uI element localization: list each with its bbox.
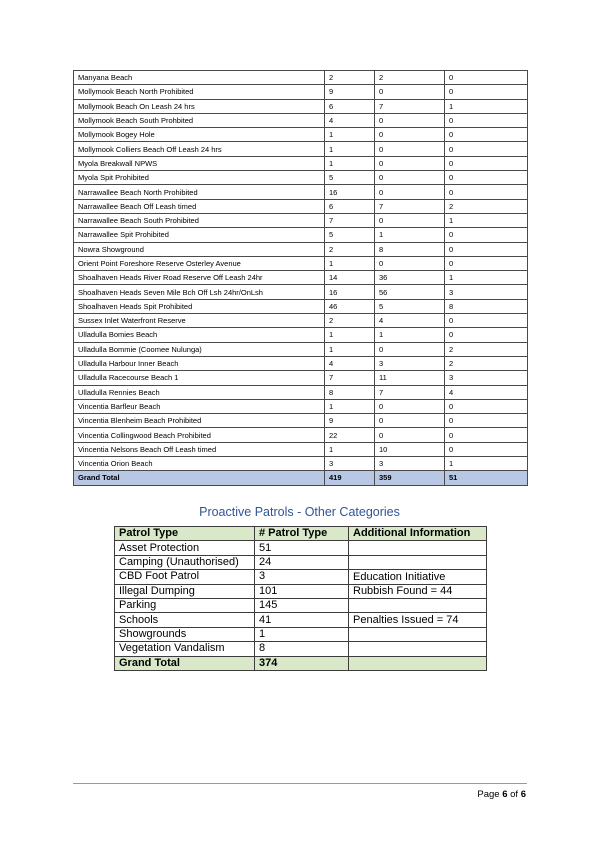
table-cell: 1 [445, 457, 528, 471]
table-cell: 7 [375, 199, 445, 213]
total-cell [349, 656, 487, 670]
table-cell: Ulladulla Bomies Beach [74, 328, 325, 342]
table-cell: 1 [375, 228, 445, 242]
table-cell: 0 [375, 128, 445, 142]
table-cell: 0 [375, 256, 445, 270]
table-cell: 1 [445, 213, 528, 227]
table-cell: Vincentia Nelsons Beach Off Leash timed [74, 442, 325, 456]
table-cell: 8 [325, 385, 375, 399]
table-cell: Vegetation Vandalism [115, 642, 255, 656]
table-cell: 1 [325, 256, 375, 270]
table-row [74, 199, 528, 213]
table-cell: 10 [375, 442, 445, 456]
grand-total-row [115, 656, 487, 670]
table-cell: 8 [255, 642, 349, 656]
table-header-row [115, 527, 487, 541]
table-cell: 5 [325, 171, 375, 185]
table-cell: 7 [325, 213, 375, 227]
table-row [74, 228, 528, 242]
table-row [74, 156, 528, 170]
table-row [115, 627, 487, 641]
table-cell: 1 [325, 442, 375, 456]
table-row [74, 328, 528, 342]
table-cell: CBD Foot Patrol [115, 570, 255, 584]
table-row [74, 457, 528, 471]
table-row [74, 171, 528, 185]
table-cell: 0 [445, 185, 528, 199]
table-cell: 4 [325, 356, 375, 370]
table-row [115, 541, 487, 555]
table-cell: 0 [445, 428, 528, 442]
table-cell: Narrawallee Beach South Prohibited [74, 213, 325, 227]
table-cell: 0 [445, 71, 528, 85]
table-cell: Ulladulla Racecourse Beach 1 [74, 371, 325, 385]
table-row [74, 299, 528, 313]
table-cell: 2 [445, 342, 528, 356]
page-label: Page [477, 789, 500, 800]
table-row [74, 285, 528, 299]
table-cell: 7 [375, 385, 445, 399]
table-cell: Ulladulla Harbour Inner Beach [74, 356, 325, 370]
table-row [74, 99, 528, 113]
table-cell: 2 [325, 71, 375, 85]
table-cell: 0 [445, 228, 528, 242]
grand-total-row [74, 471, 528, 485]
table-row [115, 555, 487, 569]
column-header: Patrol Type [115, 527, 255, 541]
table-cell: Narrawallee Beach Off Leash timed [74, 199, 325, 213]
table-cell: 2 [445, 356, 528, 370]
total-cell: 419 [325, 471, 375, 485]
patrol-types-table [114, 526, 487, 671]
table-cell: 22 [325, 428, 375, 442]
table-cell: 7 [325, 371, 375, 385]
table-cell: 0 [445, 328, 528, 342]
table-cell: 2 [325, 242, 375, 256]
table-cell [349, 627, 487, 641]
table-cell: Sussex Inlet Waterfront Reserve [74, 314, 325, 328]
table-cell: Mollymook Bogey Hole [74, 128, 325, 142]
table-cell: Myola Spit Prohibited [74, 171, 325, 185]
footer-divider [73, 783, 527, 784]
table-row [115, 613, 487, 627]
total-cell: Grand Total [115, 656, 255, 670]
table-cell: 1 [325, 328, 375, 342]
table-cell: 4 [375, 314, 445, 328]
table-row [74, 371, 528, 385]
table-cell: 8 [445, 299, 528, 313]
table-row [74, 399, 528, 413]
table-cell: 0 [375, 171, 445, 185]
total-cell: 374 [255, 656, 349, 670]
table-cell: Mollymook Beach North Prohibited [74, 85, 325, 99]
table-cell: Illegal Dumping [115, 584, 255, 598]
table-cell: 6 [325, 199, 375, 213]
table-cell: Camping (Unauthorised) [115, 555, 255, 569]
table-cell: Mollymook Beach On Leash 24 hrs [74, 99, 325, 113]
table-cell: Education Initiative [349, 570, 487, 584]
table-cell [349, 642, 487, 656]
table-cell: 145 [255, 598, 349, 612]
table-cell: Vincentia Blenheim Beach Prohibited [74, 414, 325, 428]
table-cell: 3 [255, 570, 349, 584]
table-cell: 0 [375, 342, 445, 356]
table-cell: 1 [445, 271, 528, 285]
table-cell: 0 [375, 213, 445, 227]
table-row [74, 271, 528, 285]
table-row [74, 342, 528, 356]
table-cell: Ulladulla Bommie (Coomee Nulunga) [74, 342, 325, 356]
table-cell: 0 [445, 156, 528, 170]
table-cell: 1 [255, 627, 349, 641]
table-cell: 1 [325, 142, 375, 156]
table-cell: 24 [255, 555, 349, 569]
table-row [115, 584, 487, 598]
table-cell: 16 [325, 285, 375, 299]
table-row [74, 428, 528, 442]
table-row [74, 71, 528, 85]
table-cell: 16 [325, 185, 375, 199]
table-row [74, 256, 528, 270]
table-cell: 0 [445, 128, 528, 142]
table-cell: 5 [325, 228, 375, 242]
table-cell: 4 [325, 113, 375, 127]
table-cell: Mollymook Colliers Beach Off Leash 24 hrs [74, 142, 325, 156]
table-cell: 0 [445, 314, 528, 328]
table-cell: 0 [445, 414, 528, 428]
table-cell: Penalties Issued = 74 [349, 613, 487, 627]
table-cell: Nowra Showground [74, 242, 325, 256]
table-cell: Shoalhaven Heads River Road Reserve Off Leash 24hr [74, 271, 325, 285]
table-cell: 1 [325, 399, 375, 413]
table-cell: Ulladulla Rennies Beach [74, 385, 325, 399]
table-cell: Narrawallee Spit Prohibited [74, 228, 325, 242]
table-cell: 101 [255, 584, 349, 598]
table-cell: 2 [375, 71, 445, 85]
table-cell: 3 [445, 285, 528, 299]
patrol-table-body [115, 527, 487, 671]
table-cell [349, 555, 487, 569]
table-cell: Narrawallee Beach North Prohibited [74, 185, 325, 199]
table-cell: 9 [325, 85, 375, 99]
table-cell: 3 [325, 457, 375, 471]
table-row [74, 85, 528, 99]
total-cell: Grand Total [74, 471, 325, 485]
table-cell: 36 [375, 271, 445, 285]
table-row [74, 113, 528, 127]
table-cell: 4 [445, 385, 528, 399]
table-cell: 0 [375, 399, 445, 413]
table-cell: 0 [375, 428, 445, 442]
page-number [477, 789, 526, 800]
page-total: 6 [520, 789, 526, 800]
table-cell: Orient Point Foreshore Reserve Osterley Avenue [74, 256, 325, 270]
table-row [74, 213, 528, 227]
table-cell: Mollymook Beach South Prohbited [74, 113, 325, 127]
table-cell: 1 [445, 99, 528, 113]
beach-table-body [74, 71, 528, 486]
table-cell: 3 [375, 356, 445, 370]
table-row [115, 598, 487, 612]
column-header: # Patrol Type [255, 527, 349, 541]
page-of: of [510, 789, 519, 800]
table-row [74, 242, 528, 256]
table-row [74, 185, 528, 199]
table-cell: 0 [445, 242, 528, 256]
table-cell: 0 [375, 185, 445, 199]
table-cell: 7 [375, 99, 445, 113]
table-cell: 11 [375, 371, 445, 385]
table-cell: 0 [445, 113, 528, 127]
table-row [74, 442, 528, 456]
table-row [74, 128, 528, 142]
table-cell: Rubbish Found = 44 [349, 584, 487, 598]
section-title: Proactive Patrols - Other Categories [199, 505, 400, 519]
table-cell: 41 [255, 613, 349, 627]
table-cell: Shoalhaven Heads Spit Prohibited [74, 299, 325, 313]
table-cell: 1 [375, 328, 445, 342]
table-cell: 9 [325, 414, 375, 428]
table-cell: 3 [375, 457, 445, 471]
table-cell: 46 [325, 299, 375, 313]
table-row [74, 314, 528, 328]
total-cell: 359 [375, 471, 445, 485]
table-row [74, 385, 528, 399]
dog-patrol-beach-table [73, 70, 528, 486]
table-cell: 6 [325, 99, 375, 113]
table-cell: Showgrounds [115, 627, 255, 641]
table-cell: 8 [375, 242, 445, 256]
column-header: Additional Information [349, 527, 487, 541]
table-cell: 0 [445, 399, 528, 413]
table-cell: 0 [375, 414, 445, 428]
table-cell: 1 [325, 342, 375, 356]
table-cell: 5 [375, 299, 445, 313]
table-cell: 0 [375, 85, 445, 99]
table-row [74, 356, 528, 370]
table-cell: Schools [115, 613, 255, 627]
table-cell: 0 [375, 156, 445, 170]
table-row [115, 642, 487, 656]
table-cell [349, 598, 487, 612]
table-cell: 14 [325, 271, 375, 285]
table-cell: 3 [445, 371, 528, 385]
table-cell: 0 [445, 85, 528, 99]
table-cell: Parking [115, 598, 255, 612]
table-cell: Myola Breakwall NPWS [74, 156, 325, 170]
table-cell: 0 [445, 256, 528, 270]
table-cell: 0 [375, 142, 445, 156]
table-cell: Shoalhaven Heads Seven Mile Bch Off Lsh 24hr/OnLsh [74, 285, 325, 299]
table-cell: 0 [445, 442, 528, 456]
page-current: 6 [502, 789, 508, 800]
table-cell: Asset Protection [115, 541, 255, 555]
table-cell: 0 [445, 142, 528, 156]
table-cell: 0 [445, 171, 528, 185]
table-cell: 1 [325, 156, 375, 170]
table-cell: Vincentia Orion Beach [74, 457, 325, 471]
table-cell: 1 [325, 128, 375, 142]
table-row [74, 414, 528, 428]
table-cell: 56 [375, 285, 445, 299]
table-row [115, 570, 487, 584]
table-cell: Vincentia Collingwood Beach Prohibited [74, 428, 325, 442]
table-row [74, 142, 528, 156]
table-cell: 2 [325, 314, 375, 328]
table-cell: Vincentia Barfleur Beach [74, 399, 325, 413]
table-cell: 0 [375, 113, 445, 127]
table-cell: 2 [445, 199, 528, 213]
total-cell: 51 [445, 471, 528, 485]
table-cell: 51 [255, 541, 349, 555]
table-cell: Manyana Beach [74, 71, 325, 85]
table-cell [349, 541, 487, 555]
